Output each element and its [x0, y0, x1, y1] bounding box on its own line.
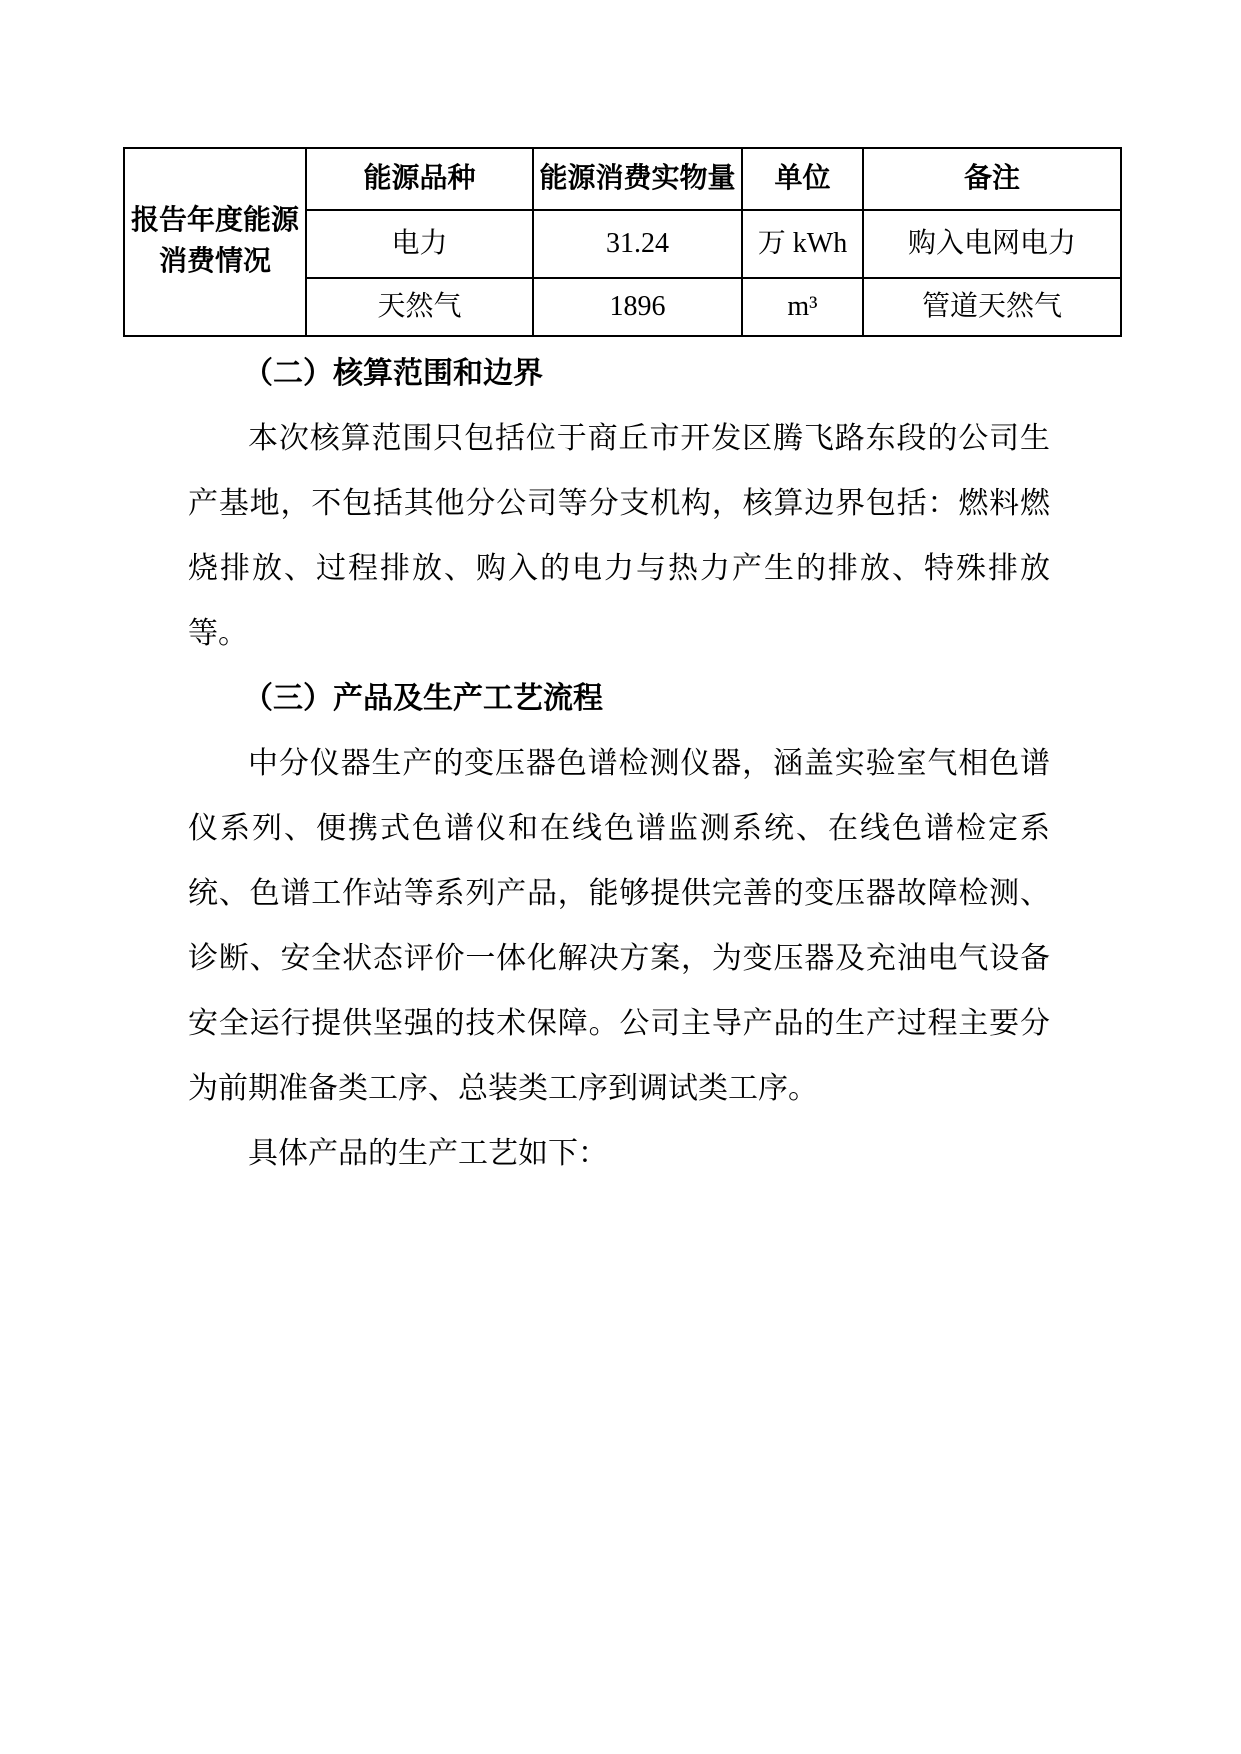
- section-3-paragraph: 中分仪器生产的变压器色谱检测仪器，涵盖实验室气相色谱仪系列、便携式色谱仪和在线色谱监测系统、在线色谱检定系统、色谱工作站等系列产品，能够提供完善的变压器故障检测、诊断、安全状态评价一体化解决方案，为变压器及充油电气设备安全运行提供坚强的技术保障。公司主导产品的生产过程主要分为前期准备类工序、总装类工序到调试类工序。: [188, 747, 1050, 1105]
- document-body: [188, 341, 1050, 1186]
- cell-energy-type: 电力: [306, 210, 533, 278]
- column-header-consumption: 能源消费实物量: [533, 148, 742, 210]
- cell-consumption: 1896: [533, 278, 742, 336]
- section-2-paragraph: 本次核算范围只包括位于商丘市开发区腾飞路东段的公司生产基地，不包括其他分公司等分支机构，核算边界包括：燃料燃烧排放、过程排放、购入的电力与热力产生的排放、特殊排放等。: [188, 422, 1050, 650]
- section-3-closing-line: 具体产品的生产工艺如下：: [248, 1137, 608, 1170]
- section-heading-2: （二）核算范围和边界: [243, 357, 543, 390]
- column-header-unit: 单位: [742, 148, 863, 210]
- cell-remark: 管道天然气: [863, 278, 1121, 336]
- cell-unit: m³: [742, 278, 863, 336]
- energy-consumption-table: [123, 147, 1122, 337]
- cell-consumption: 31.24: [533, 210, 742, 278]
- section-heading-3: （三）产品及生产工艺流程: [243, 682, 603, 715]
- cell-energy-type: 天然气: [306, 278, 533, 336]
- column-header-energy-type: 能源品种: [306, 148, 533, 210]
- cell-remark: 购入电网电力: [863, 210, 1121, 278]
- cell-unit: 万 kWh: [742, 210, 863, 278]
- column-header-remark: 备注: [863, 148, 1121, 210]
- table-row-label: 报告年度能源消费情况: [124, 148, 306, 336]
